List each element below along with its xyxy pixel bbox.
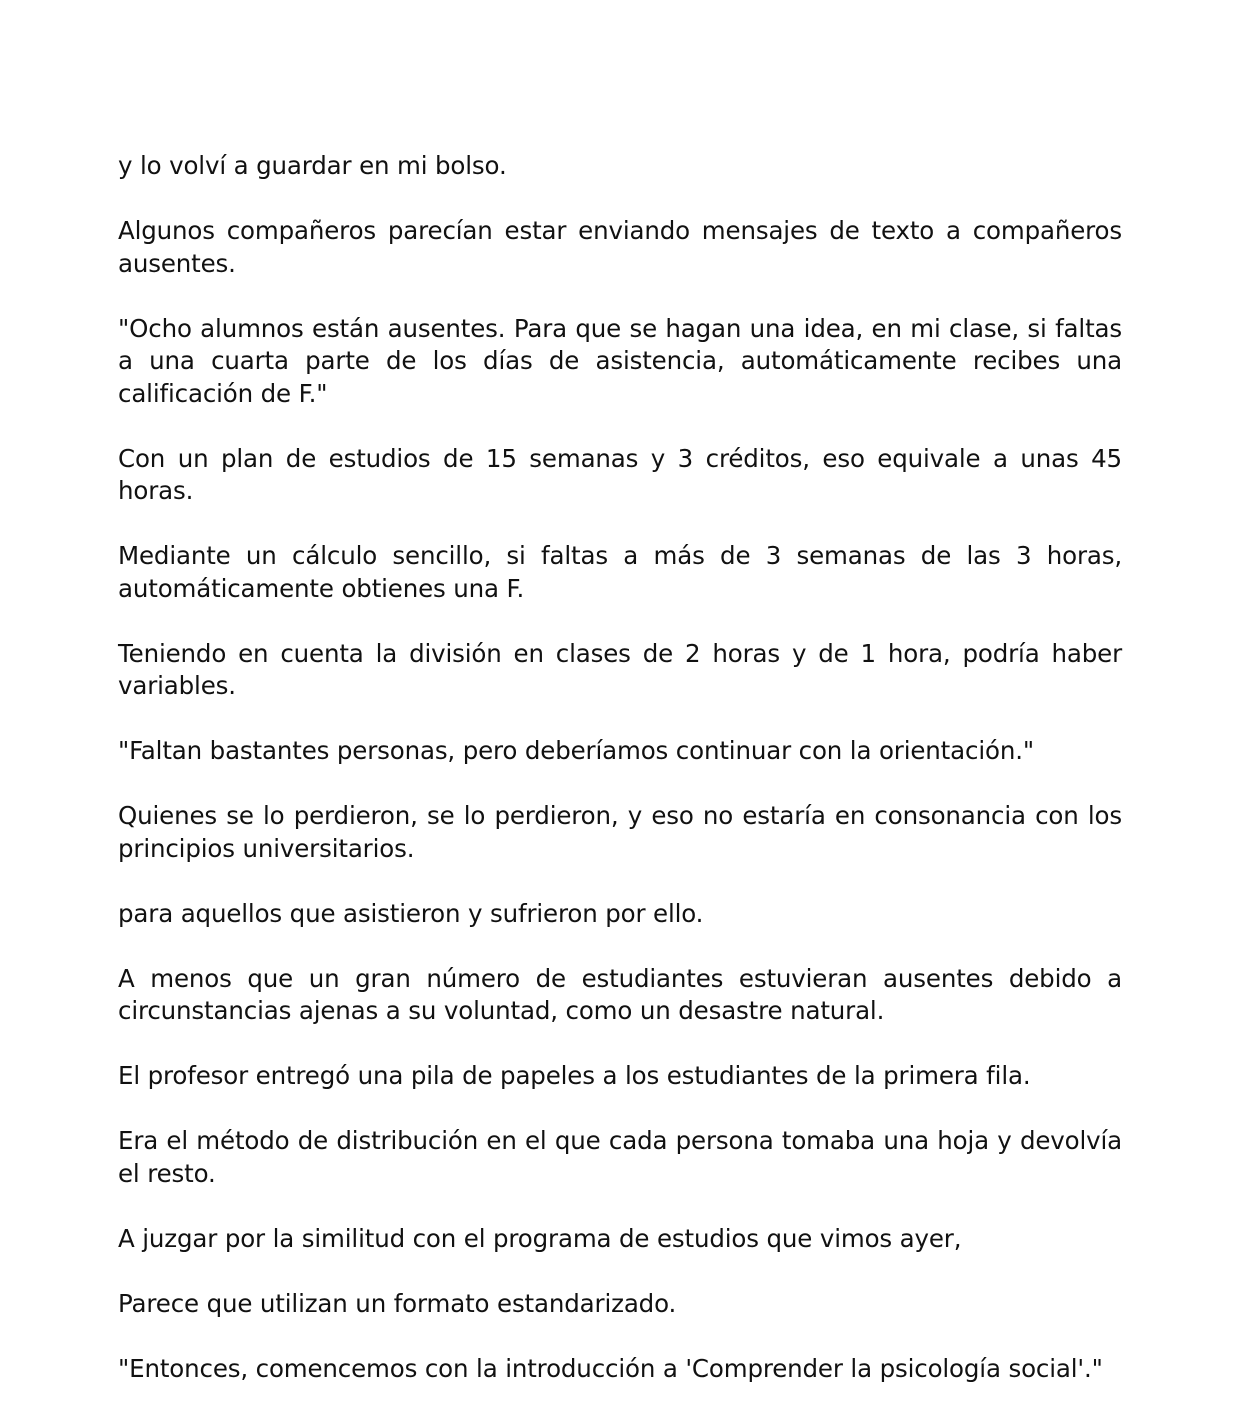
paragraph: Mediante un cálculo sencillo, si faltas a más de 3 semanas de las 3 horas, automáticamente obtienes una F. [118, 541, 1122, 603]
paragraph: Parece que utilizan un formato estandarizado. [118, 1288, 677, 1318]
paragraph: Quienes se lo perdieron, se lo perdieron, y eso no estaría en consonancia con los principios universitarios. [118, 801, 1122, 863]
paragraph: Con un plan de estudios de 15 semanas y 3 créditos, eso equivale a unas 45 horas. [118, 443, 1122, 505]
paragraph: y lo volví a guardar en mi bolso. [118, 151, 507, 180]
paragraph: "Ocho alumnos están ausentes. Para que se hagan una idea, en mi clase, si faltas a una cuarta parte de los días de asistencia, automáticamente recibes una calificación de F." [118, 313, 1122, 408]
paragraph: Teniendo en cuenta la división en clases de 2 horas y de 1 hora, podría haber variables. [118, 638, 1122, 700]
paragraph: A juzgar por la similitud con el programa de estudios que vimos ayer, [118, 1223, 962, 1253]
paragraph: El profesor entregó una pila de papeles a los estudiantes de la primera fila. [118, 1061, 1031, 1090]
paragraph: Algunos compañeros parecían estar enviando mensajes de texto a compañeros ausentes. [118, 216, 1122, 278]
paragraph: "Entonces, comencemos con la introducción a 'Comprender la psicología social'." [118, 1353, 1103, 1383]
document-page [118, 150, 1122, 1418]
paragraph: A menos que un gran número de estudiantes estuvieran ausentes debido a circunstancias ajenas a su voluntad, como un desastre natural. [118, 963, 1122, 1025]
paragraph: para aquellos que asistieron y sufrieron por ello. [118, 898, 704, 928]
paragraph: "Faltan bastantes personas, pero deberíamos continuar con la orientación." [118, 736, 1034, 765]
paragraph: Era el método de distribución en el que cada persona tomaba una hoja y devolvía el resto. [118, 1126, 1122, 1188]
